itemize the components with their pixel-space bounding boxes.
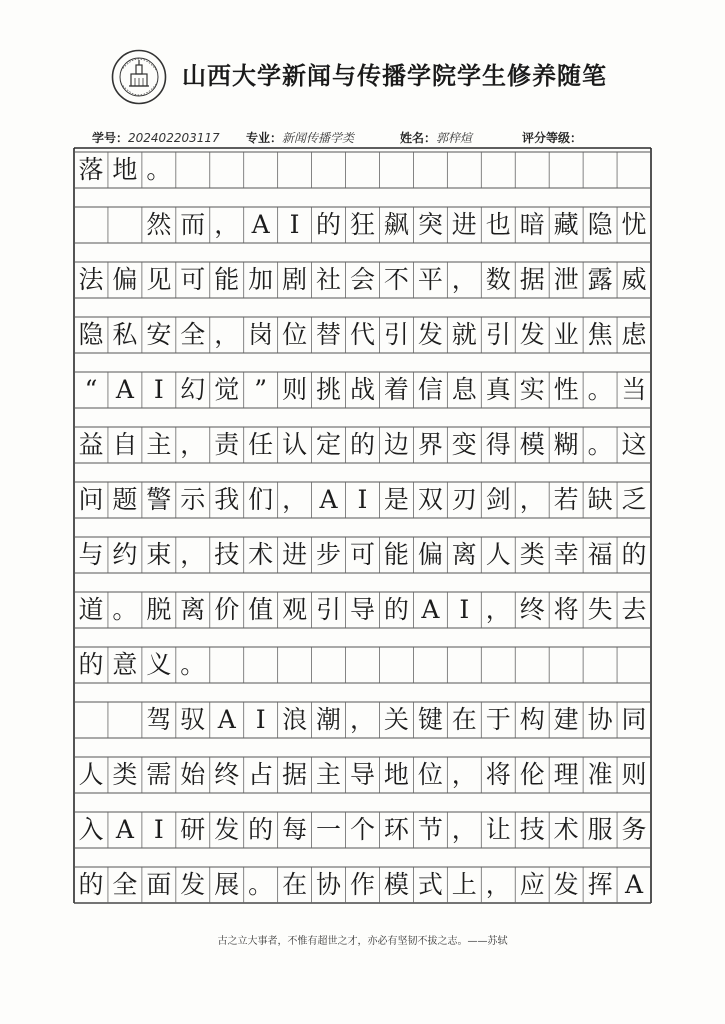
essay-char: 是: [383, 485, 409, 514]
essay-char: 的: [316, 210, 342, 239]
essay-char: 引: [383, 320, 409, 349]
essay-char: 狂: [349, 210, 375, 239]
essay-char: 刃: [451, 485, 477, 514]
essay-char: 潮: [316, 705, 342, 734]
essay-char: 也: [485, 210, 511, 239]
essay-char: 息: [451, 375, 477, 404]
essay-char: 的: [621, 540, 647, 569]
essay-char: 的: [248, 815, 274, 844]
essay-char: 认: [282, 430, 308, 459]
essay-char: 。: [587, 430, 613, 459]
essay-char: 隐: [587, 210, 613, 239]
essay-char: 进: [451, 210, 477, 239]
essay-char: I: [153, 815, 164, 844]
essay-char: 导: [349, 760, 375, 789]
essay-char: 。: [146, 155, 172, 184]
essay-char: 始: [180, 760, 206, 789]
essay-char: 题: [112, 485, 138, 514]
essay-char: 能: [383, 540, 409, 569]
essay-char: 焦: [587, 320, 613, 349]
essay-char: 糊: [553, 430, 579, 459]
essay-char: 界: [417, 430, 443, 459]
essay-char: [74, 207, 108, 243]
essay-char: 引: [316, 595, 342, 624]
essay-char: 暗: [519, 210, 545, 239]
essay-char: 信: [417, 375, 443, 404]
essay-char: 进: [282, 540, 308, 569]
essay-char: A: [115, 375, 134, 404]
essay-char: 。: [112, 595, 138, 624]
essay-char: 环: [383, 815, 409, 844]
essay-char: 代: [349, 320, 375, 349]
essay-char: 见: [146, 265, 172, 294]
essay-char: 理: [553, 760, 579, 789]
essay-char: 平: [417, 265, 443, 294]
essay-char: “: [84, 375, 98, 404]
essay-char: ，: [451, 760, 477, 789]
essay-char: 将: [485, 760, 511, 789]
essay-char: 的: [78, 870, 104, 899]
essay-char: 着: [383, 375, 409, 404]
essay-char: 离: [180, 595, 206, 624]
essay-char: ，: [451, 815, 477, 844]
essay-char: 任: [248, 430, 274, 459]
student-id-label: 学号：: [92, 131, 129, 145]
essay-char: [108, 702, 142, 738]
essay-char: 性: [553, 375, 579, 404]
essay-char: 岗: [248, 320, 274, 349]
essay-char: 幸: [553, 540, 579, 569]
essay-char: 协: [587, 705, 613, 734]
essay-char: 发: [214, 815, 240, 844]
essay-char: 挑: [316, 375, 342, 404]
essay-char: 问: [78, 485, 104, 514]
essay-char: 替: [316, 320, 342, 349]
essay-char: 据: [519, 265, 545, 294]
essay-char: 。: [248, 870, 274, 899]
essay-char: 术: [248, 540, 274, 569]
essay-char: 个: [349, 815, 375, 844]
essay-char: 突: [417, 210, 443, 239]
essay-char: 落: [78, 155, 104, 184]
essay-char: 服: [587, 815, 613, 844]
essay-char: 就: [451, 320, 477, 349]
essay-char: 虑: [621, 320, 647, 349]
essay-char: 主: [146, 430, 172, 459]
essay-char: 可: [180, 265, 206, 294]
essay-char: 协: [316, 870, 342, 899]
essay-char: ，: [485, 595, 511, 624]
essay-char: 模: [383, 870, 409, 899]
essay-char: 束: [146, 540, 172, 569]
essay-char: 则: [282, 375, 308, 404]
essay-char: 建: [553, 705, 579, 734]
essay-char: 全: [180, 320, 206, 349]
major-value: 新闻传播学类: [282, 131, 355, 145]
essay-char: 导: [349, 595, 375, 624]
essay-char: 展: [214, 870, 240, 899]
page-title: 山西大学新闻与传播学院学生修养随笔: [182, 61, 607, 90]
essay-char: 警: [146, 485, 172, 514]
essay-char: 战: [349, 375, 375, 404]
essay-char: A: [421, 595, 440, 624]
essay-char: 的: [349, 430, 375, 459]
essay-char: 义: [146, 650, 172, 679]
essay-char: 技: [214, 540, 240, 569]
essay-char: 终: [519, 595, 545, 624]
essay-char: ，: [349, 705, 375, 734]
essay-char: 需: [146, 760, 172, 789]
essay-char: 私: [112, 320, 138, 349]
essay-char: 实: [519, 375, 545, 404]
essay-char: ，: [180, 430, 206, 459]
essay-char: 隐: [78, 320, 104, 349]
essay-char: 道: [78, 595, 104, 624]
essay-char: 福: [587, 540, 613, 569]
essay-char: 会: [349, 265, 375, 294]
essay-char: 人: [485, 540, 511, 569]
student-id-value: 202402203117: [128, 131, 220, 145]
essay-char: 同: [621, 705, 647, 734]
essay-char: 在: [451, 705, 477, 734]
essay-char: 在: [282, 870, 308, 899]
essay-char: ，: [485, 870, 511, 899]
essay-char: 业: [553, 320, 579, 349]
essay-char: 类: [519, 540, 545, 569]
essay-char: A: [624, 870, 644, 899]
essay-char: ，: [451, 265, 477, 294]
essay-char: 数: [485, 265, 511, 294]
essay-char: ，: [180, 540, 206, 569]
essay-char: 能: [214, 265, 240, 294]
essay-char: 构: [519, 705, 545, 734]
essay-char: 乏: [621, 485, 647, 514]
essay-char: 脱: [146, 595, 172, 624]
essay-char: 一: [316, 815, 342, 844]
essay-char: ，: [282, 485, 308, 514]
essay-char: 们: [248, 485, 274, 514]
essay-char: A: [217, 705, 236, 734]
essay-char: 发: [180, 870, 206, 899]
essay-char: 变: [451, 430, 477, 459]
essay-char: 值: [248, 595, 274, 624]
essay-char: 节: [417, 815, 443, 844]
essay-char: 发: [417, 320, 443, 349]
essay-char: 双: [417, 485, 443, 514]
essay-char: 藏: [553, 210, 579, 239]
essay-char: 去: [621, 595, 647, 624]
essay-char: 约: [112, 540, 138, 569]
essay-char: 。: [180, 650, 206, 679]
essay-char: I: [255, 705, 266, 734]
name-label: 姓名：: [400, 131, 437, 145]
essay-char: [108, 207, 142, 243]
essay-char: 定: [316, 430, 342, 459]
essay-char: 。: [587, 375, 613, 404]
essay-char: 可: [349, 540, 375, 569]
essay-char: 研: [180, 815, 206, 844]
essay-char: 模: [519, 430, 545, 459]
essay-char: 驭: [180, 705, 206, 734]
essay-char: 示: [180, 485, 206, 514]
essay-char: 缺: [587, 485, 613, 514]
essay-char: ”: [254, 375, 268, 404]
essay-char: 则: [621, 760, 647, 789]
essay-char: 观: [282, 595, 308, 624]
essay-char: 入: [78, 815, 104, 844]
essay-char: ，: [519, 485, 545, 514]
essay-char: 应: [519, 870, 545, 899]
essay-char: 价: [214, 595, 240, 624]
essay-char: 的: [383, 595, 409, 624]
essay-char: 位: [282, 320, 308, 349]
essay-char: 类: [112, 760, 138, 789]
essay-char: 务: [621, 815, 647, 844]
essay-char: ，: [214, 210, 240, 239]
essay-char: 法: [78, 265, 104, 294]
essay-char: 威: [621, 265, 647, 294]
essay-char: A: [251, 210, 270, 239]
essay-char: 若: [553, 485, 579, 514]
essay-char: 驾: [146, 705, 172, 734]
essay-char: 让: [485, 815, 511, 844]
essay-char: 剑: [485, 485, 511, 514]
essay-char: 意: [112, 650, 138, 679]
essay-char: 关: [383, 705, 409, 734]
essay-char: 主: [316, 760, 342, 789]
essay-char: ，: [214, 320, 240, 349]
essay-char: 失: [587, 595, 613, 624]
name-value: 郭梓煊: [436, 131, 473, 145]
essay-char: [74, 702, 108, 738]
essay-char: 术: [553, 815, 579, 844]
essay-char: 于: [485, 705, 511, 734]
essay-char: 益: [78, 430, 104, 459]
essay-char: 离: [451, 540, 477, 569]
essay-char: 据: [282, 760, 308, 789]
essay-char: 挥: [587, 870, 613, 899]
essay-char: 每: [282, 815, 308, 844]
essay-char: I: [289, 210, 300, 239]
essay-char: 式: [417, 870, 443, 899]
essay-char: 终: [214, 760, 240, 789]
essay-char: 地: [112, 155, 138, 184]
essay-char: A: [319, 485, 338, 514]
essay-char: 忧: [621, 210, 647, 239]
essay-char: 准: [587, 760, 613, 789]
essay-char: 伦: [519, 760, 545, 789]
essay-char: I: [153, 375, 164, 404]
essay-char: 飙: [383, 210, 409, 239]
essay-char: 不: [383, 265, 409, 294]
essay-char: 面: [146, 870, 172, 899]
essay-char: 技: [519, 815, 545, 844]
essay-char: 自: [112, 430, 138, 459]
essay-char: 与: [78, 540, 104, 569]
essay-char: 偏: [112, 265, 138, 294]
essay-char: 全: [112, 870, 138, 899]
grade-label: 评分等级：: [522, 131, 583, 145]
essay-char: 发: [519, 320, 545, 349]
essay-char: 真: [485, 375, 511, 404]
essay-char: 社: [316, 265, 342, 294]
essay-char: 然: [146, 210, 172, 239]
essay-char: 发: [553, 870, 579, 899]
essay-char: 将: [553, 595, 579, 624]
essay-char: 而: [180, 210, 206, 239]
essay-char: 当: [621, 375, 647, 404]
essay-char: 人: [78, 760, 104, 789]
essay-char: 浪: [282, 705, 308, 734]
essay-char: 得: [485, 430, 511, 459]
essay-char: 泄: [553, 265, 579, 294]
essay-char: 位: [417, 760, 443, 789]
essay-char: 安: [146, 320, 172, 349]
essay-char: 幻: [180, 375, 206, 404]
essay-char: I: [459, 595, 470, 624]
essay-char: 露: [587, 265, 613, 294]
essay-char: 偏: [417, 540, 443, 569]
essay-char: 作: [349, 870, 375, 899]
essay-char: 上: [451, 870, 477, 899]
essay-char: 的: [78, 650, 104, 679]
essay-char: 地: [383, 760, 409, 789]
essay-char: 我: [214, 485, 240, 514]
essay-char: 引: [485, 320, 511, 349]
essay-char: 觉: [214, 375, 240, 404]
essay-char: 占: [248, 760, 274, 789]
essay-char: 这: [621, 430, 647, 459]
essay-char: 加: [248, 265, 274, 294]
essay-char: 步: [316, 540, 342, 569]
major-label: 专业：: [246, 131, 283, 145]
essay-char: 键: [417, 705, 443, 734]
essay-char: 剧: [282, 265, 308, 294]
essay-char: A: [115, 815, 134, 844]
footer-quote: 古之立大事者，不惟有超世之才，亦必有坚韧不拔之志。——苏轼: [217, 936, 508, 947]
essay-char: 责: [214, 430, 240, 459]
essay-char: 边: [383, 430, 409, 459]
essay-char: I: [357, 485, 368, 514]
